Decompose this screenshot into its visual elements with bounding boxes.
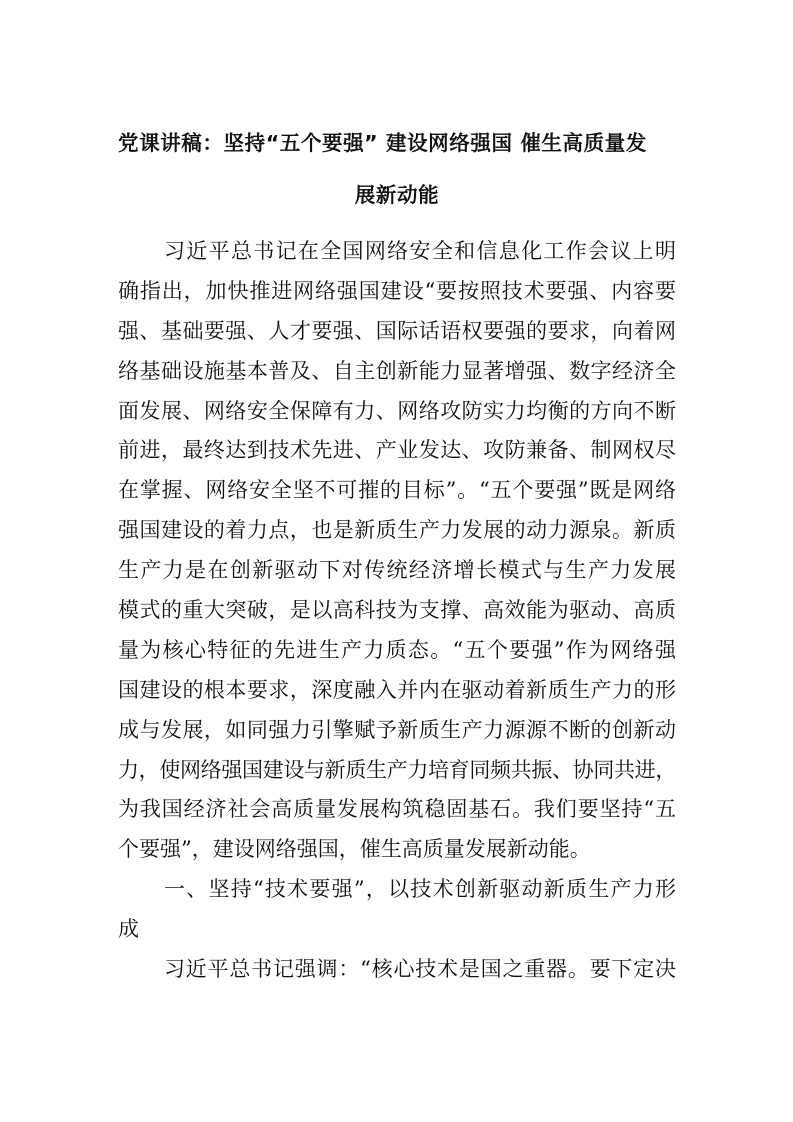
paragraph-line: 习近平总书记在全国网络安全和信息化工作会议上明 bbox=[164, 239, 676, 263]
paragraph-line: 络基础设施基本普及、自主创新能力显著增强、数字经济全 bbox=[118, 358, 676, 383]
paragraph-line: 为我国经济社会高质量发展构筑稳固基石。我们要坚持“五 bbox=[118, 797, 676, 822]
paragraph-line: 习近平总书记强调：“核心技术是国之重器。要下定决 bbox=[164, 957, 676, 982]
paragraph-line: 模式的重大突破，是以高科技为支撑、高效能为驱动、高质 bbox=[118, 598, 676, 623]
paragraph-line: 个要强”，建设网络强国，催生高质量发展新动能。 bbox=[118, 837, 591, 862]
document-title-line-1: 党课讲稿：坚持“五个要强” 建设网络强国 催生高质量发 bbox=[118, 131, 647, 155]
paragraph-line: 确指出，加快推进网络强国建设“要按照技术要强、内容要 bbox=[118, 278, 676, 303]
paragraph-line: 在掌握、网络安全坚不可摧的目标”。“五个要强”既是网络 bbox=[118, 478, 676, 503]
document-title-line-2: 展新动能 bbox=[354, 183, 440, 207]
paragraph-line: 面发展、网络安全保障有力、网络攻防实力均衡的方向不断 bbox=[118, 398, 676, 423]
section-heading-line: 一、坚持“技术要强”，以技术创新驱动新质生产力形 bbox=[164, 877, 676, 902]
paragraph-line: 强国建设的着力点，也是新质生产力发展的动力源泉。新质 bbox=[118, 518, 676, 543]
paragraph-line: 国建设的根本要求，深度融入并内在驱动着新质生产力的形 bbox=[118, 677, 676, 702]
paragraph-line: 成与发展，如同强力引擎赋予新质生产力源源不断的创新动 bbox=[118, 717, 676, 742]
paragraph-line: 力，使网络强国建设与新质生产力培育同频共振、协同共进， bbox=[118, 757, 677, 782]
document-body bbox=[118, 232, 676, 990]
paragraph-line: 量为核心特征的先进生产力质态。“五个要强”作为网络强 bbox=[118, 637, 676, 662]
paragraph-line: 前进，最终达到技术先进、产业发达、攻防兼备、制网权尽 bbox=[118, 438, 676, 463]
section-heading-line: 成 bbox=[118, 917, 139, 942]
paragraph-line: 强、基础要强、人才要强、国际话语权要强的要求，向着网 bbox=[118, 318, 676, 343]
paragraph-line: 生产力是在创新驱动下对传统经济增长模式与生产力发展 bbox=[118, 558, 676, 583]
